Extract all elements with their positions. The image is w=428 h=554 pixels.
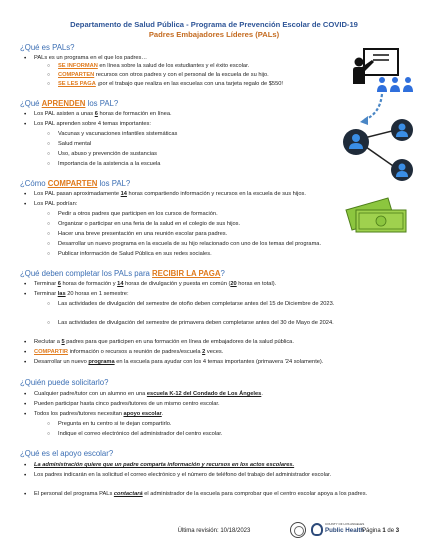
public-health-symbol <box>311 523 323 536</box>
list-item: ○ Desarrollar un nuevo programa en la escuela de su hijo relacionado con uno de los temas del programa. <box>58 241 398 248</box>
public-health-logo <box>311 521 365 539</box>
county-seal-logo <box>290 522 306 538</box>
list-item: ○ Publicar información de Salud Pública en sus redes sociales. <box>58 251 328 258</box>
list-item: • Desarrollar un nuevo programa en la escuela para ayudar con los 4 temas importantes (primavera '24 solamente). <box>34 359 364 366</box>
list-item: • Los PAL podrían: <box>34 201 334 208</box>
list-item: • Los padres indicarán en la solicitud el correo electrónico y el número de teléfono del trabajo del administrador escolar. <box>34 472 390 479</box>
list-item: • Pueden participar hasta cinco padres/tutores de un mismo centro escolar. <box>34 401 364 408</box>
list-item: ○ Pregunta en tu centro si te dejan compartirlo. <box>58 421 398 428</box>
list-item: • Los PAL aprenden sobre 4 temas importantes: <box>34 121 334 128</box>
list-item: ○ COMPARTEN recursos con otros padres y con el personal de la escuela de su hijo. <box>58 72 328 79</box>
list-item: ○ Hacer una breve presentación en una reunión escolar para padres. <box>58 231 328 238</box>
list-item: • PALs es un programa en el que los padres… <box>34 55 334 62</box>
list-item: • COMPARTIR información o recursos a reunión de padres/escuela 2 veces. <box>34 349 364 356</box>
list-item: • El personal del programa PALs contactará el administrador de la escuela para comprobar que el centro escolar apoya a los padres. <box>34 491 390 498</box>
page-number: Página 1 de 3 <box>362 528 400 534</box>
list-item: ○ Importancia de la asistencia a la escuela <box>58 161 328 168</box>
list-item: ○ SE LES PAGA ¡por el trabajo que realiza en las escuelas con una tarjeta regalo de $550! <box>58 81 368 88</box>
list-item: ○ SE INFORMAN en línea sobre la salud de los estudiantes y el éxito escolar. <box>58 63 328 70</box>
list-item: • Terminar 6 horas de formación y 14 horas de divulgación y puesta en común (20 horas en total). <box>34 281 364 288</box>
list-item: ○ Pedir a otros padres que participen en los cursos de formación. <box>58 211 328 218</box>
list-item: ○ Uso, abuso y prevención de sustancias <box>58 151 328 158</box>
list-item: • Cualquier padre/tutor con un alumno en una escuela K-12 del Condado de Los Ángeles. <box>34 391 364 398</box>
section-heading-who-can-apply: ¿Quién puede solicitarlo? <box>20 378 109 387</box>
list-item: ○ Las actividades de divulgación del semestre de otoño deben completarse antes del 15 de Diciembre de 2023. <box>58 301 398 308</box>
section-heading-what-is: ¿Qué es PALs? <box>20 43 75 52</box>
list-item: • Reclutar a 5 padres para que participen en una formación en línea de embajadores de la salud pública. <box>34 339 364 346</box>
list-item: • Todos los padres/tutores necesitan apoyo escolar. <box>34 411 364 418</box>
list-item: ○ Vacunas y vacunaciones infantiles sistemáticas <box>58 131 328 138</box>
page-title: Departamento de Salud Pública - Programa de Prevención Escolar de COVID-19 <box>70 20 358 29</box>
logo-county-text: COUNTY OF LOS ANGELES <box>325 522 365 526</box>
page-subtitle: Padres Embajadores Líderes (PALs) <box>148 30 280 39</box>
network-people-icon <box>338 118 418 190</box>
list-item: ○ Indique el correo electrónico del administrador del centro escolar. <box>58 431 398 438</box>
section-heading-get-paid: ¿Qué deben completar los PALs para RECIBIR LA PAGA? <box>20 269 225 278</box>
list-item: ○ Las actividades de divulgación del semestre de primavera deben completarse antes del 30 de Mayo de 2024. <box>58 320 398 327</box>
list-item: • La administración quiere que un padre comparta información y recursos en los actos escolares. <box>34 462 364 469</box>
logo-public-health-text: Public Health <box>325 527 365 534</box>
list-item: ○ Organizar o participar en una feria de la salud en el colegio de sus hijos. <box>58 221 328 228</box>
presenter-icon <box>352 48 420 94</box>
list-item: • Los PAL pasan aproximadamente 14 horas compartiendo información y recursos en la escuela de sus hijos. <box>34 191 364 198</box>
list-item: ○ Salud mental <box>58 141 328 148</box>
list-item: • Los PAL asisten a unas 6 horas de formación en línea. <box>34 111 334 118</box>
section-heading-share: ¿Cómo COMPARTEN los PAL? <box>20 179 131 188</box>
list-item: • Terminar las 20 horas en 1 semestre: <box>34 291 334 298</box>
section-heading-school-support: ¿Qué es el apoyo escolar? <box>20 449 114 458</box>
section-heading-learn: ¿Qué APRENDEN los PAL? <box>20 99 119 108</box>
money-icon <box>340 196 412 238</box>
revision-date: Última revisión: 10/18/2023 <box>177 528 251 534</box>
